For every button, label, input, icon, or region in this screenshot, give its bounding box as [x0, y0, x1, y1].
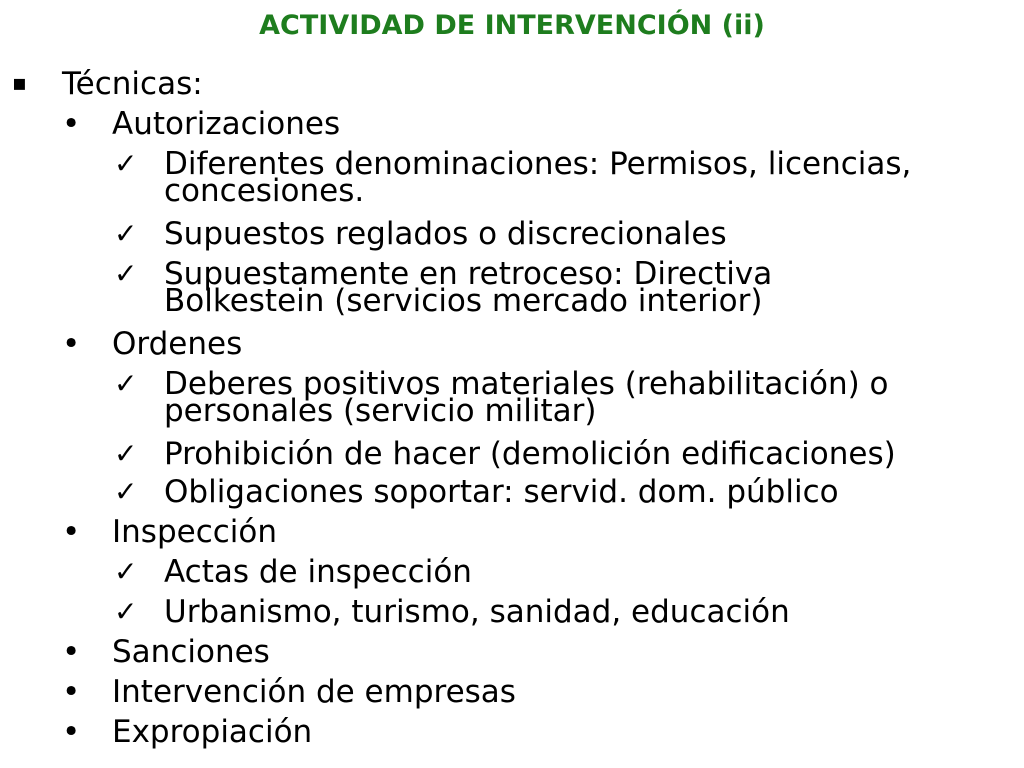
list-item-autorizaciones: [0, 108, 1024, 140]
list-item-sanciones: [0, 636, 1024, 668]
list-item-continuation: [0, 175, 1024, 207]
checkmark-icon: ✓: [114, 257, 138, 290]
bullet-icon: •: [62, 326, 81, 362]
bullet-icon: •: [62, 106, 81, 142]
list-item-actas: [0, 556, 1024, 588]
bullet-icon: •: [62, 674, 81, 710]
list-item-text: Supuestamente en retroceso: Directiva: [164, 256, 773, 292]
list-item-supuestos-reglados: [0, 218, 1024, 250]
list-item-ordenes: [0, 328, 1024, 360]
bullet-icon: •: [62, 714, 81, 750]
slide-content: [0, 58, 1024, 768]
list-item-continuation-text: concesiones.: [164, 173, 365, 209]
list-item-inspeccion: [0, 516, 1024, 548]
list-item-text: Técnicas:: [62, 66, 203, 102]
list-item-text: Supuestos reglados o discrecionales: [164, 216, 727, 252]
checkmark-icon: ✓: [114, 147, 138, 180]
list-item-obligaciones: [0, 476, 1024, 508]
list-item-expropiacion: [0, 716, 1024, 748]
list-item-text: Intervención de empresas: [112, 674, 516, 710]
bullet-icon: •: [62, 514, 81, 550]
slide-title: ACTIVIDAD DE INTERVENCIÓN (ii): [259, 10, 765, 41]
bullet-icon: •: [62, 634, 81, 670]
checkmark-icon: ✓: [114, 595, 138, 628]
list-item-text: Autorizaciones: [112, 106, 341, 142]
list-item-text: Inspección: [112, 514, 278, 550]
list-item-continuation: [0, 395, 1024, 427]
list-item-text: Expropiación: [112, 714, 313, 750]
list-item-text: Actas de inspección: [164, 554, 472, 590]
checkmark-icon: ✓: [114, 437, 138, 470]
list-item-continuation: [0, 285, 1024, 317]
list-item-text: Sanciones: [112, 634, 270, 670]
checkmark-icon: ✓: [114, 217, 138, 250]
list-item-text: Urbanismo, turismo, sanidad, educación: [164, 594, 790, 630]
list-item-continuation-text: Bolkestein (servicios mercado interior): [164, 283, 763, 319]
list-item-text: Prohibición de hacer (demolición edificaciones): [164, 436, 896, 472]
list-item-intervencion-empresas: [0, 676, 1024, 708]
checkmark-icon: ✓: [114, 475, 138, 508]
list-item-urbanismo: [0, 596, 1024, 628]
list-item-text: Ordenes: [112, 326, 243, 362]
list-item-continuation-text: personales (servicio militar): [164, 393, 597, 429]
checkmark-icon: ✓: [114, 367, 138, 400]
list-item-text: Deberes positivos materiales (rehabilitación) o: [164, 366, 889, 402]
list-item-text: Diferentes denominaciones: Permisos, licencias,: [164, 146, 912, 182]
list-item-prohibicion: [0, 438, 1024, 470]
list-item-text: Obligaciones soportar: servid. dom. público: [164, 474, 839, 510]
list-item-tecnicas: [0, 68, 1024, 100]
checkmark-icon: ✓: [114, 555, 138, 588]
square-bullet-icon: ▪: [12, 71, 27, 96]
